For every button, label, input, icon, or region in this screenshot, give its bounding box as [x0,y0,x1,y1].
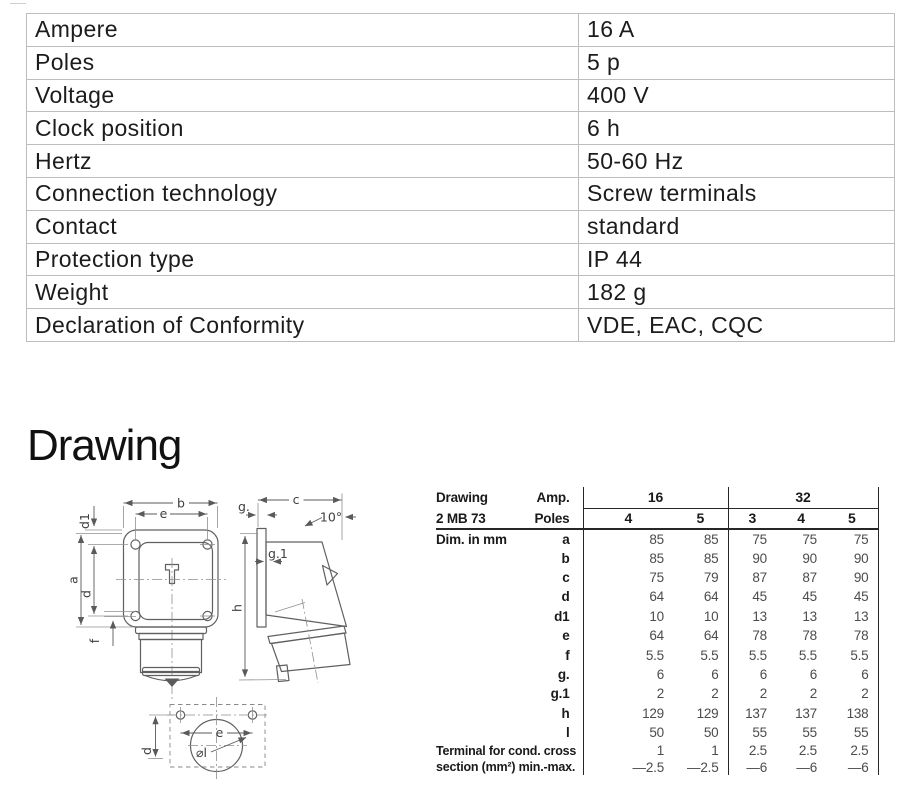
dim-label-h: h [229,604,245,612]
dim-spacer [436,568,521,587]
amp-header: Amp. [536,490,570,505]
terminal-label: Terminal for cond. cross [436,743,577,758]
dim-value: 2 [583,684,673,703]
dim-row [436,684,878,703]
dim-value: 10 [703,608,719,624]
spec-label: Contact [27,210,579,243]
dim-label-g1: g.1 [268,546,288,561]
dim-value: 2.5 [728,742,776,759]
spec-value: 400 V [579,79,895,112]
dim-value: 87 [728,568,776,587]
dimension-table [436,487,879,775]
dim-value: 85 [583,529,673,548]
dim-value: 129 [583,704,673,723]
spec-label: Protection type [27,243,579,276]
dim-label-d1: d1 [77,513,92,529]
dim-value: 6 [583,665,673,684]
dim-value: 64 [703,589,719,605]
dim-row-label: a [562,531,570,547]
dim-label-angle: 10° [319,509,343,525]
dim-value: —2.5 [687,759,719,775]
spec-table [26,13,895,342]
dim-spacer [436,665,521,684]
dim-value: 2 [711,686,719,702]
spec-row [27,309,895,342]
dim-value: 85 [703,550,719,566]
spec-value: 16 A [579,14,895,47]
dim-row-label: d [561,589,570,605]
dim-value: 5.5 [826,645,878,664]
dim-row [436,723,878,742]
dim-label-a: a [65,576,81,584]
dim-value: 13 [826,607,878,626]
spec-row [27,276,895,309]
bottom-view [139,697,267,780]
dim-value: 75 [826,529,878,548]
bottom-pointer [165,679,180,688]
dim-row [436,529,878,548]
poles-16-5: 5 [673,508,728,529]
dim-label-e-bottom: e [215,725,224,740]
dim-value: 79 [703,569,719,585]
spec-value: IP 44 [579,243,895,276]
dim-value: 90 [826,548,878,567]
terminal-row [436,742,878,759]
amp-group-32: 32 [728,487,878,508]
dim-row [436,645,878,664]
dim-value: —2.5 [583,759,673,776]
dim-row [436,568,878,587]
dim-value: 5.5 [583,645,673,664]
dim-value: 85 [583,548,673,567]
dim-row [436,626,878,645]
spec-label: Weight [27,276,579,309]
dim-value: 6 [809,666,817,682]
foot [277,665,290,682]
dim-unit-label: Dim. in mm [436,531,507,547]
drawing-code: 2 MB 73 [436,508,521,529]
dim-row-label: c [562,569,570,585]
dim-value: 5.5 [798,647,817,663]
dim-value: 45 [802,589,817,605]
dim-spacer [436,684,521,703]
dim-value: 50 [703,725,719,741]
poles-32-3: 3 [728,508,776,529]
dim-value: 45 [728,587,776,606]
spec-row [27,145,895,178]
spec-label: Connection technology [27,177,579,210]
scan-artifact-line [10,3,26,4]
dim-row [436,607,878,626]
spec-label: Ampere [27,14,579,47]
dim-label-d: d [78,590,94,598]
poles-16-4: 4 [583,508,673,529]
dim-value: 50 [583,723,673,742]
dim-row-label: g. [557,666,570,682]
dim-value: 75 [802,531,817,547]
dim-value: 138 [826,704,878,723]
dim-value: 1 [583,742,673,759]
dim-row-label: e [562,628,570,644]
dim-value: 6 [826,665,878,684]
spec-value: 50-60 Hz [579,145,895,178]
terminal-label: section (mm²) min.-max. [436,760,576,775]
page-title: Drawing [27,421,182,470]
dim-value: 2 [728,684,776,703]
spec-value: 6 h [579,112,895,145]
dim-spacer [436,723,521,742]
dim-value: 78 [728,626,776,645]
side-view [230,492,357,683]
spec-row [27,46,895,79]
dim-label-b: b [177,495,185,511]
dim-value: 2 [809,686,817,702]
dim-spacer [436,704,521,723]
spec-row [27,14,895,47]
spec-value: standard [579,210,895,243]
dim-spacer [436,587,521,606]
dim-value: 87 [802,569,817,585]
spec-value: VDE, EAC, CQC [579,309,895,342]
dim-value: 55 [728,723,776,742]
spec-value: 182 g [579,276,895,309]
dim-value: —6 [796,759,817,775]
poles-header: Poles [521,508,583,529]
spec-label: Poles [27,46,579,79]
dim-value: —6 [728,759,776,776]
spec-label: Clock position [27,112,579,145]
dim-label-phi-l: ⌀l [196,745,207,760]
dim-row [436,704,878,723]
dim-value: 45 [826,587,878,606]
dim-value: 10 [583,607,673,626]
dim-row [436,587,878,606]
spec-label: Declaration of Conformity [27,309,579,342]
front-view [66,496,227,700]
dim-value: 78 [802,628,817,644]
dim-value: 75 [728,529,776,548]
dim-value: 6 [711,666,719,682]
spec-row [27,177,895,210]
dim-value: 55 [802,725,817,741]
dim-table-title: Drawing [436,490,488,505]
dim-row-label: d1 [554,608,570,624]
dim-value: 78 [826,626,878,645]
dim-value: 2.5 [826,742,878,759]
spec-label: Voltage [27,79,579,112]
dim-value: —6 [826,759,878,776]
dim-value: 6 [728,665,776,684]
dim-value: 55 [826,723,878,742]
poles-32-5: 5 [826,508,878,529]
dim-value: 1 [711,743,719,759]
dim-value: 13 [728,607,776,626]
poles-32-4: 4 [776,508,826,529]
dim-row-label: l [565,725,570,741]
dim-row-label: g.1 [550,686,570,702]
dim-label-g: g. [238,499,250,514]
dim-value: 75 [583,568,673,587]
dim-value: 2 [826,684,878,703]
dim-value: 90 [728,548,776,567]
dim-row [436,548,878,567]
spec-row [27,79,895,112]
dim-value: 64 [703,628,719,644]
dim-row [436,665,878,684]
dim-value: 137 [728,704,776,723]
dim-row-label: f [565,647,570,663]
dim-label-e: e [159,506,168,521]
dim-row-label: b [561,550,570,566]
spec-value: Screw terminals [579,177,895,210]
technical-drawing [55,483,420,795]
dim-spacer [436,645,521,664]
spec-value: 5 p [579,46,895,79]
dim-row-label: h [561,705,570,721]
dim-spacer [436,607,521,626]
dim-value: 90 [802,550,817,566]
dim-value: 5.5 [700,647,719,663]
spec-row [27,112,895,145]
dim-value: 5.5 [728,645,776,664]
terminal-row [436,759,878,776]
dim-spacer [436,548,521,567]
dim-label-c: c [292,492,300,507]
amp-group-16: 16 [583,487,728,508]
dim-value: 2.5 [798,743,817,759]
spec-label: Hertz [27,145,579,178]
spec-row [27,210,895,243]
dim-value: 90 [826,568,878,587]
spec-row [27,243,895,276]
dim-value: 85 [703,531,719,547]
dim-spacer [436,626,521,645]
dim-label-d-bottom: d [139,747,154,755]
dim-value: 64 [583,587,673,606]
dim-value: 129 [696,705,719,721]
dim-label-f: f [87,638,102,644]
dim-value: 13 [802,608,817,624]
dim-value: 137 [795,705,817,721]
dim-value: 64 [583,626,673,645]
